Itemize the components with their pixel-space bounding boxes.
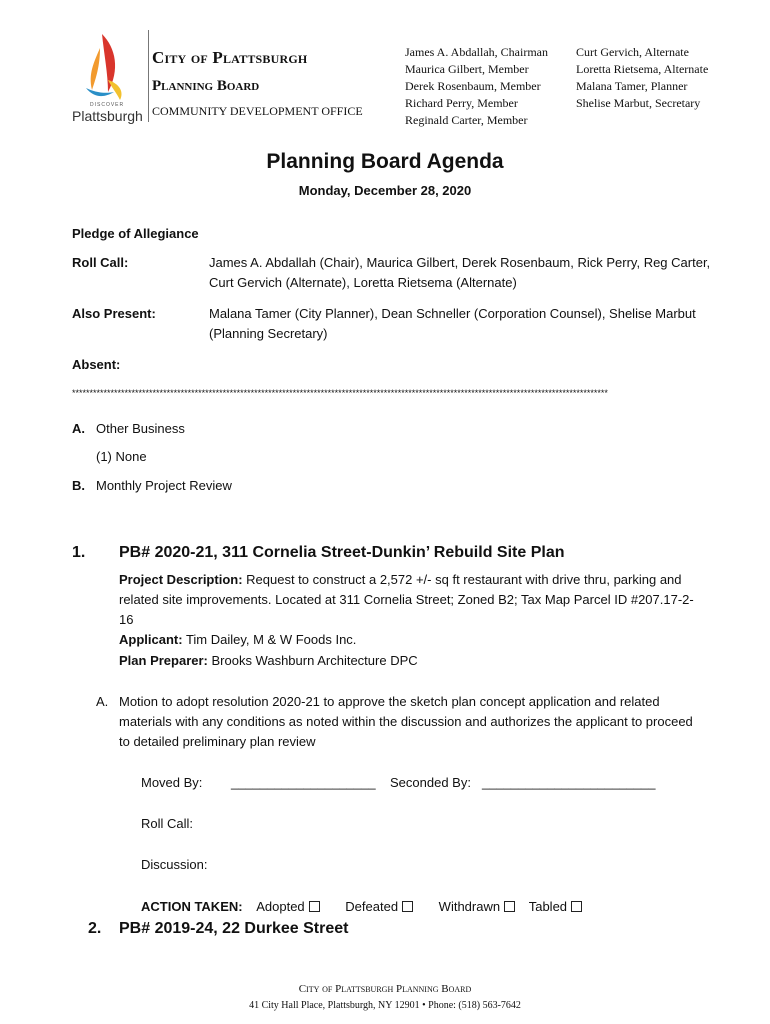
member: Loretta Rietsema, Alternate: [576, 62, 709, 76]
pledge-heading: Pledge of Allegiance: [72, 226, 199, 241]
option-defeated-label: Defeated: [345, 899, 399, 914]
action-taken-label: ACTION TAKEN:: [141, 899, 243, 914]
option-withdrawn[interactable]: [439, 899, 515, 914]
absent-label: Absent:: [72, 357, 121, 372]
item-1-number: 1.: [72, 544, 86, 561]
plan-preparer-label: Plan Preparer:: [119, 653, 208, 668]
office-name: COMMUNITY DEVELOPMENT OFFICE: [152, 104, 363, 118]
moved-by-label: Moved By:: [141, 775, 203, 790]
member: Richard Perry, Member: [405, 96, 518, 110]
seconded-by-blank: ________________________: [482, 775, 656, 790]
footer-org: City of Plattsburgh Planning Board: [298, 983, 472, 995]
section-b-letter: B.: [72, 478, 85, 493]
plan-preparer-line: [119, 651, 418, 672]
also-present-line-1: Malana Tamer (City Planner), Dean Schneller (Corporation Counsel), Shelise Marbut: [209, 306, 696, 321]
roll-call-line-1: James A. Abdallah (Chair), Maurica Gilbert, Derek Rosenbaum, Rick Perry, Reg Carter,: [209, 255, 711, 270]
roll-call-line-2: Curt Gervich (Alternate), Loretta Rietsema (Alternate): [209, 275, 517, 290]
project-description-line-2: related site improvements. Located at 311 Cornelia Street; Zoned B2; Tax Map Parcel ID #207.17-2-: [119, 592, 694, 607]
members-column-1: [405, 44, 548, 129]
moved-by-blank: ____________________: [231, 775, 376, 790]
board-name: Planning Board: [152, 78, 260, 94]
member: Malana Tamer, Planner: [576, 79, 688, 93]
item-2-title: PB# 2019-24, 22 Durkee Street: [119, 920, 349, 937]
option-tabled-label: Tabled: [528, 899, 568, 914]
motion-line-1: Motion to adopt resolution 2020-21 to approve the sketch plan concept application and related: [119, 694, 660, 709]
roll-call-label: Roll Call:: [72, 255, 129, 270]
checkbox-icon[interactable]: [504, 901, 515, 912]
footer-address: 41 City Hall Place, Plattsburgh, NY 12901 • Phone: (518) 563-7642: [249, 1000, 521, 1011]
member: Derek Rosenbaum, Member: [405, 79, 541, 93]
logo-text: Plattsburgh: [72, 108, 143, 124]
option-withdrawn-label: Withdrawn: [438, 899, 501, 914]
meeting-date: Monday, December 28, 2020: [298, 183, 472, 198]
item-1-discussion: Discussion:: [141, 857, 208, 872]
item-1-title: PB# 2020-21, 311 Cornelia Street-Dunkin’ Rebuild Site Plan: [119, 544, 565, 561]
member: Reginald Carter, Member: [405, 113, 528, 127]
plan-preparer-value: Brooks Washburn Architecture DPC: [207, 653, 418, 668]
section-a-letter: A.: [72, 421, 85, 436]
plattsburgh-logo: [64, 30, 144, 130]
org-name: City of Plattsburgh: [152, 48, 308, 67]
checkbox-icon[interactable]: [309, 901, 320, 912]
project-description-line-3: 16: [119, 612, 134, 627]
item-2-number: 2.: [88, 920, 102, 937]
also-present-label: Also Present:: [72, 306, 156, 321]
action-taken-row: [141, 897, 582, 918]
header-divider: [148, 30, 149, 122]
section-a-item: (1) None: [96, 449, 147, 464]
also-present-line-2: (Planning Secretary): [209, 326, 328, 341]
applicant-label: Applicant:: [119, 632, 183, 647]
option-defeated[interactable]: [345, 899, 413, 914]
motion-line-2: materials with any conditions as noted within the discussion and authorizes the applicant to proceed: [119, 714, 693, 729]
option-adopted[interactable]: [256, 899, 319, 914]
section-b-title: Monthly Project Review: [96, 478, 232, 493]
seconded-by-label: Seconded By:: [390, 775, 471, 790]
option-adopted-label: Adopted: [256, 899, 305, 914]
item-1-roll-call: Roll Call:: [141, 816, 194, 831]
separator-stars: *********************************************************************************************************************************************************: [72, 388, 608, 398]
section-a-title: Other Business: [96, 421, 185, 436]
page-title: Planning Board Agenda: [266, 150, 504, 173]
project-description-label: Project Description:: [119, 572, 243, 587]
project-description-text: Request to construct a 2,572 +/- sq ft restaurant with drive thru, parking and: [242, 572, 682, 587]
checkbox-icon[interactable]: [402, 901, 413, 912]
applicant-value: Tim Dailey, M & W Foods Inc.: [182, 632, 357, 647]
members-column-2: [576, 44, 708, 112]
project-description-line-1: [119, 570, 682, 591]
member: Shelise Marbut, Secretary: [576, 96, 701, 110]
applicant-line: [119, 630, 356, 651]
member: Maurica Gilbert, Member: [405, 62, 529, 76]
motion-letter: A.: [96, 694, 109, 709]
motion-line-3: to detailed preliminary plan review: [119, 734, 316, 749]
member: James A. Abdallah, Chairman: [405, 45, 548, 59]
checkbox-icon[interactable]: [571, 901, 582, 912]
logo-small-text: DISCOVER: [90, 102, 125, 108]
option-tabled[interactable]: [529, 899, 582, 914]
member: Curt Gervich, Alternate: [576, 45, 689, 59]
